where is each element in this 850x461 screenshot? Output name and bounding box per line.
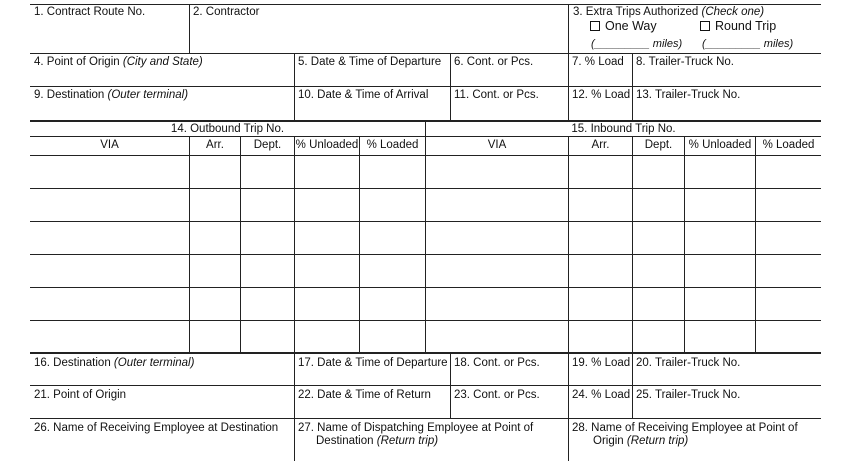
field-27-label-line1: 27. Name of Dispatching Employee at Point of — [298, 422, 534, 434]
field-3-note: (Check one) — [701, 6, 765, 18]
field-10-label: 10. Date & Time of Arrival — [298, 89, 429, 101]
field-16-prefix: 16. Destination — [34, 357, 114, 369]
field-4-note: (City and State) — [122, 56, 203, 68]
field-28-label-line2 — [593, 435, 688, 448]
in-col-dept: Dept. — [644, 139, 673, 151]
field-3-label — [573, 6, 764, 19]
vline-out-loaded — [359, 136, 360, 352]
out-col-arr: Arr. — [206, 139, 224, 151]
field-20-label: 20. Trailer-Truck No. — [636, 357, 741, 369]
round-trip-checkbox[interactable] — [700, 21, 710, 31]
field-22-label: 22. Date & Time of Return — [298, 389, 431, 401]
vline-in-unloaded — [684, 136, 685, 352]
field-11-label: 11. Cont. or Pcs. — [454, 89, 539, 101]
one-way-miles: (_________ miles) — [591, 38, 683, 50]
in-col-arr: Arr. — [591, 139, 610, 151]
out-col-dept: Dept. — [253, 139, 282, 151]
vline-f1-f2 — [189, 4, 190, 53]
vline-bottom-b — [450, 352, 451, 418]
line-row26 — [30, 418, 821, 419]
field-27-note: (Return trip) — [376, 435, 439, 447]
line-row16 — [30, 352, 821, 354]
vline-col-d — [632, 53, 633, 120]
line-row4 — [30, 53, 821, 54]
field-23-label: 23. Cont. or Pcs. — [454, 389, 540, 401]
field-28-label-line1: 28. Name of Receiving Employee at Point of — [572, 422, 798, 434]
vline-out-arr — [189, 136, 190, 352]
field-4-label — [34, 56, 203, 69]
round-trip-miles: (_________ miles) — [702, 38, 794, 50]
in-col-loaded: % Loaded — [762, 139, 815, 151]
vline-f2-f3 — [568, 4, 569, 53]
vline-trip-divider — [425, 120, 426, 352]
field-7-label: 7. % Load — [572, 56, 624, 68]
field-27-label-line2 — [316, 435, 438, 448]
field-9-label — [34, 89, 188, 102]
out-col-unloaded: % Unloaded — [295, 139, 359, 151]
one-way-checkbox[interactable] — [590, 21, 600, 31]
in-col-unloaded: % Unloaded — [688, 139, 752, 151]
vline-col-c — [568, 53, 569, 120]
field-2-label: 2. Contractor — [193, 6, 260, 18]
field-17-label: 17. Date & Time of Departure — [298, 357, 448, 369]
vline-in-dept — [632, 136, 633, 352]
field-24-label: 24. % Load — [572, 389, 631, 401]
field-27-line2-prefix: Destination — [316, 435, 377, 447]
field-3-prefix: 3. Extra Trips Authorized — [573, 6, 702, 18]
round-trip-label: Round Trip — [715, 19, 777, 33]
field-16-label — [34, 357, 194, 370]
field-28-note: (Return trip) — [626, 435, 689, 447]
field-5-label: 5. Date & Time of Departure — [298, 56, 442, 68]
in-col-via: VIA — [487, 139, 507, 151]
field-25-label: 25. Trailer-Truck No. — [636, 389, 741, 401]
line-row21 — [30, 385, 821, 386]
field-13-label: 13. Trailer-Truck No. — [636, 89, 741, 101]
field-6-label: 6. Cont. or Pcs. — [454, 56, 534, 68]
field-12-label: 12. % Load — [572, 89, 631, 101]
line-row9 — [30, 86, 821, 87]
inbound-trip-title: 15. Inbound Trip No. — [571, 123, 676, 135]
field-4-prefix: 4. Point of Origin — [34, 56, 123, 68]
field-16-note: (Outer terminal) — [113, 357, 195, 369]
one-way-label: One Way — [605, 19, 657, 33]
vline-bottom-d — [632, 352, 633, 418]
outbound-trip-title: 14. Outbound Trip No. — [170, 123, 285, 135]
field-19-label: 19. % Load — [572, 357, 631, 369]
vline-bottom-c — [568, 352, 569, 461]
field-9-note: (Outer terminal) — [107, 89, 189, 101]
out-col-via: VIA — [100, 139, 119, 151]
field-8-label: 8. Trailer-Truck No. — [636, 56, 734, 68]
vline-col-b — [450, 53, 451, 120]
vline-in-arr — [568, 136, 569, 352]
field-26-label: 26. Name of Receiving Employee at Destination — [34, 422, 279, 434]
vline-col-a — [294, 53, 295, 120]
field-9-prefix: 9. Destination — [34, 89, 108, 101]
vline-bottom-a — [294, 352, 295, 461]
field-28-line2-prefix: Origin — [593, 435, 627, 447]
vline-in-loaded — [755, 136, 756, 352]
vline-out-dept — [240, 136, 241, 352]
out-col-loaded: % Loaded — [366, 139, 419, 151]
vline-out-unloaded — [294, 136, 295, 352]
line-top — [30, 4, 821, 5]
field-1-label: 1. Contract Route No. — [34, 6, 146, 18]
field-18-label: 18. Cont. or Pcs. — [454, 357, 540, 369]
field-21-label: 21. Point of Origin — [34, 389, 127, 401]
